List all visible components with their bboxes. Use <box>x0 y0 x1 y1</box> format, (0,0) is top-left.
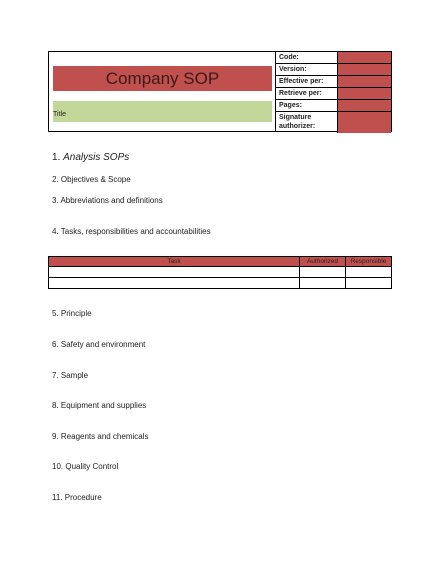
table-cell[interactable] <box>346 267 392 278</box>
meta-value-field[interactable] <box>338 76 391 87</box>
meta-row-version <box>276 64 391 76</box>
section-quality-control: 10. Quality Control <box>52 462 119 471</box>
meta-label: Pages: <box>276 100 338 111</box>
meta-row-code <box>276 52 391 64</box>
sop-header-box <box>48 51 392 132</box>
column-header-responsible: Responsible <box>346 257 392 267</box>
meta-row-retrieve <box>276 88 391 100</box>
section-abbreviations: 3. Abbreviations and definitions <box>52 196 163 205</box>
meta-label: Retrieve per: <box>276 88 338 99</box>
section-number: 1. <box>52 152 61 163</box>
title-label: Title <box>53 111 66 118</box>
task-table <box>48 256 392 289</box>
table-row <box>49 278 392 289</box>
meta-label: Code: <box>276 52 338 63</box>
column-header-authorized: Authorized <box>300 257 346 267</box>
section-sample: 7. Sample <box>52 371 89 380</box>
table-row <box>49 267 392 278</box>
meta-value-field[interactable] <box>338 64 391 75</box>
title-field[interactable] <box>53 101 272 122</box>
meta-row-signature <box>276 112 391 133</box>
meta-value-field[interactable] <box>338 88 391 99</box>
table-cell[interactable] <box>49 267 300 278</box>
section-tasks: 4. Tasks, responsibilities and accountabilities <box>52 227 211 236</box>
section-safety: 6. Safety and environment <box>52 340 146 349</box>
meta-label: Effective per: <box>276 76 338 87</box>
table-cell[interactable] <box>49 278 300 289</box>
section-procedure: 11. Procedure <box>52 493 102 502</box>
meta-value-field[interactable] <box>338 112 391 133</box>
table-cell[interactable] <box>300 267 346 278</box>
meta-row-pages <box>276 100 391 112</box>
document-meta-table <box>275 52 391 131</box>
section-objectives-scope: 2. Objectives & Scope <box>52 175 131 184</box>
meta-value-field[interactable] <box>338 100 391 111</box>
meta-value-field[interactable] <box>338 52 391 63</box>
meta-label: Version: <box>276 64 338 75</box>
section-reagents: 9. Reagents and chemicals <box>52 432 149 441</box>
column-header-task: Task <box>49 257 300 267</box>
section-title: Analysis SOPs <box>63 152 130 163</box>
meta-label: Signature authorizer: <box>276 112 338 133</box>
task-table-header-row <box>49 257 392 267</box>
section-equipment: 8. Equipment and supplies <box>52 401 147 410</box>
meta-row-effective <box>276 76 391 88</box>
company-sop-banner: Company SOP <box>53 66 272 91</box>
section-analysis-sops <box>52 152 129 163</box>
section-principle: 5. Principle <box>52 309 92 318</box>
table-cell[interactable] <box>300 278 346 289</box>
table-cell[interactable] <box>346 278 392 289</box>
